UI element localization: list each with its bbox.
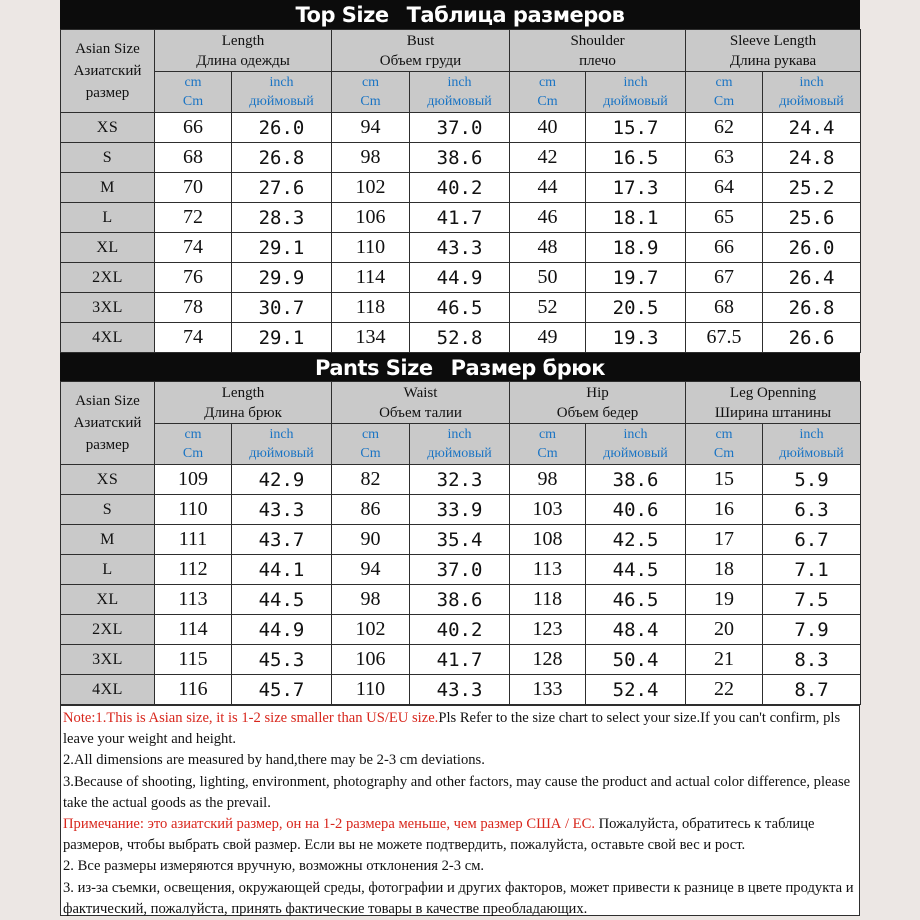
size-label: XL xyxy=(61,233,155,263)
cm-value: 48 xyxy=(510,233,586,263)
size-label: XS xyxy=(61,465,155,495)
unit-cm: cm Cm xyxy=(155,424,232,465)
inch-value: 45.7 xyxy=(232,675,332,705)
measure-header: Bust Объем груди xyxy=(332,30,510,72)
table-row xyxy=(61,233,861,263)
note-ru-3: 3. из-за съемки, освещения, окружающей среды, фотографии и других факторов, может привести к разнице в цвете продукта и фактический, пожалуйста, принять фактические товары в качестве преобладающих. xyxy=(63,879,854,917)
cm-value: 90 xyxy=(332,525,410,555)
table-row xyxy=(61,113,861,143)
inch-value: 16.5 xyxy=(586,143,686,173)
cm-value: 62 xyxy=(686,113,763,143)
inch-value: 19.7 xyxy=(586,263,686,293)
unit-inch: inch дюймовый xyxy=(410,424,510,465)
inch-value: 44.5 xyxy=(586,555,686,585)
cm-value: 113 xyxy=(510,555,586,585)
size-label: XS xyxy=(61,113,155,143)
inch-value: 27.6 xyxy=(232,173,332,203)
unit-cm: cm Cm xyxy=(332,72,410,113)
size-label: 2XL xyxy=(61,615,155,645)
inch-value: 40.2 xyxy=(410,173,510,203)
measure-header: Hip Объем бедер xyxy=(510,382,686,424)
notes-box xyxy=(60,705,860,916)
cm-value: 74 xyxy=(155,323,232,353)
table-row xyxy=(61,465,861,495)
cm-value: 15 xyxy=(686,465,763,495)
inch-value: 37.0 xyxy=(410,113,510,143)
inch-value: 48.4 xyxy=(586,615,686,645)
cm-value: 98 xyxy=(510,465,586,495)
inch-value: 46.5 xyxy=(586,585,686,615)
unit-inch: inch дюймовый xyxy=(586,72,686,113)
inch-value: 28.3 xyxy=(232,203,332,233)
inch-value: 26.0 xyxy=(763,233,861,263)
cm-value: 67.5 xyxy=(686,323,763,353)
top-size-title xyxy=(60,0,860,30)
cm-value: 114 xyxy=(332,263,410,293)
cm-value: 46 xyxy=(510,203,586,233)
table-row xyxy=(61,525,861,555)
inch-value: 38.6 xyxy=(410,143,510,173)
table-row xyxy=(61,263,861,293)
table-row xyxy=(61,293,861,323)
unit-inch: inch дюймовый xyxy=(763,424,861,465)
cm-value: 64 xyxy=(686,173,763,203)
cm-value: 110 xyxy=(332,675,410,705)
cm-value: 50 xyxy=(510,263,586,293)
cm-value: 118 xyxy=(510,585,586,615)
cm-value: 134 xyxy=(332,323,410,353)
inch-value: 42.5 xyxy=(586,525,686,555)
inch-value: 6.3 xyxy=(763,495,861,525)
cm-value: 94 xyxy=(332,555,410,585)
cm-value: 111 xyxy=(155,525,232,555)
cm-value: 98 xyxy=(332,143,410,173)
size-label: S xyxy=(61,495,155,525)
table-row xyxy=(61,555,861,585)
cm-value: 16 xyxy=(686,495,763,525)
cm-value: 98 xyxy=(332,585,410,615)
cm-value: 40 xyxy=(510,113,586,143)
size-label: L xyxy=(61,555,155,585)
note-1: Note:1.This is Asian size, it is 1-2 size smaller than US/EU size.Pls Refer to the size chart to select your size.If you can't confirm, pls leave your weight and height. xyxy=(63,710,841,748)
cm-value: 118 xyxy=(332,293,410,323)
top-title-en: Top Size xyxy=(295,3,389,27)
table-row xyxy=(61,585,861,615)
unit-inch: inch дюймовый xyxy=(586,424,686,465)
inch-value: 5.9 xyxy=(763,465,861,495)
inch-value: 43.3 xyxy=(410,675,510,705)
pants-title-ru: Размер брюк xyxy=(450,356,605,380)
cm-value: 110 xyxy=(332,233,410,263)
cm-value: 17 xyxy=(686,525,763,555)
inch-value: 26.0 xyxy=(232,113,332,143)
inch-value: 44.5 xyxy=(232,585,332,615)
size-label: 4XL xyxy=(61,323,155,353)
cm-value: 114 xyxy=(155,615,232,645)
cm-value: 103 xyxy=(510,495,586,525)
cm-value: 42 xyxy=(510,143,586,173)
cm-value: 82 xyxy=(332,465,410,495)
inch-value: 29.1 xyxy=(232,323,332,353)
measure-header: Shoulder плечо xyxy=(510,30,686,72)
cm-value: 115 xyxy=(155,645,232,675)
unit-cm: cm Cm xyxy=(332,424,410,465)
cm-value: 68 xyxy=(686,293,763,323)
unit-cm: cm Cm xyxy=(155,72,232,113)
cm-value: 66 xyxy=(686,233,763,263)
inch-value: 44.1 xyxy=(232,555,332,585)
inch-value: 26.4 xyxy=(763,263,861,293)
table-row xyxy=(61,323,861,353)
inch-value: 46.5 xyxy=(410,293,510,323)
size-label: M xyxy=(61,525,155,555)
unit-cm: cm Cm xyxy=(686,424,763,465)
table-row xyxy=(61,675,861,705)
unit-cm: cm Cm xyxy=(686,72,763,113)
size-label: S xyxy=(61,143,155,173)
cm-value: 109 xyxy=(155,465,232,495)
inch-value: 17.3 xyxy=(586,173,686,203)
cm-value: 102 xyxy=(332,173,410,203)
cm-value: 78 xyxy=(155,293,232,323)
cm-value: 94 xyxy=(332,113,410,143)
inch-value: 25.6 xyxy=(763,203,861,233)
unit-inch: inch дюймовый xyxy=(410,72,510,113)
cm-value: 49 xyxy=(510,323,586,353)
inch-value: 43.7 xyxy=(232,525,332,555)
inch-value: 29.9 xyxy=(232,263,332,293)
inch-value: 19.3 xyxy=(586,323,686,353)
inch-value: 45.3 xyxy=(232,645,332,675)
cm-value: 67 xyxy=(686,263,763,293)
cm-value: 108 xyxy=(510,525,586,555)
unit-inch: inch дюймовый xyxy=(232,424,332,465)
inch-value: 25.2 xyxy=(763,173,861,203)
inch-value: 20.5 xyxy=(586,293,686,323)
unit-cm: cm Cm xyxy=(510,424,586,465)
inch-value: 42.9 xyxy=(232,465,332,495)
cm-value: 106 xyxy=(332,203,410,233)
inch-value: 29.1 xyxy=(232,233,332,263)
cm-value: 20 xyxy=(686,615,763,645)
inch-value: 26.8 xyxy=(232,143,332,173)
inch-value: 43.3 xyxy=(410,233,510,263)
table-row xyxy=(61,615,861,645)
size-label: 2XL xyxy=(61,263,155,293)
table-row xyxy=(61,173,861,203)
size-column-header: Asian Size Азиатский размер xyxy=(61,30,155,113)
inch-value: 38.6 xyxy=(586,465,686,495)
inch-value: 26.6 xyxy=(763,323,861,353)
cm-value: 74 xyxy=(155,233,232,263)
cm-value: 113 xyxy=(155,585,232,615)
note-3: 3.Because of shooting, lighting, environment, photography and other factors, may cause the product and actual color difference, please take the actual goods as the prevail. xyxy=(63,773,851,811)
table-row xyxy=(61,645,861,675)
measure-header: Sleeve Length Длина рукава xyxy=(686,30,861,72)
inch-value: 18.9 xyxy=(586,233,686,263)
note-ru-2: 2. Все размеры измеряются вручную, возможны отклонения 2-3 см. xyxy=(63,858,485,875)
cm-value: 68 xyxy=(155,143,232,173)
unit-inch: inch дюймовый xyxy=(232,72,332,113)
inch-value: 26.8 xyxy=(763,293,861,323)
inch-value: 50.4 xyxy=(586,645,686,675)
note-2: 2.All dimensions are measured by hand,there may be 2-3 cm deviations. xyxy=(63,752,485,769)
inch-value: 8.3 xyxy=(763,645,861,675)
inch-value: 37.0 xyxy=(410,555,510,585)
cm-value: 66 xyxy=(155,113,232,143)
unit-cm: cm Cm xyxy=(510,72,586,113)
cm-value: 110 xyxy=(155,495,232,525)
size-label: 4XL xyxy=(61,675,155,705)
cm-value: 52 xyxy=(510,293,586,323)
cm-value: 72 xyxy=(155,203,232,233)
cm-value: 116 xyxy=(155,675,232,705)
cm-value: 44 xyxy=(510,173,586,203)
cm-value: 70 xyxy=(155,173,232,203)
size-label: M xyxy=(61,173,155,203)
note-ru-1: Примечание: это азиатский размер, он на 1-2 размера меньше, чем размер США / ЕС. Пожалуйста, обратитесь к таблице размеров, чтобы выбрать свой размер. Если вы не можете подтвердить, пожалуйста, оставьте свой вес и рост. xyxy=(63,816,815,854)
top-title-ru: Таблица размеров xyxy=(406,3,625,27)
size-column-header: Asian Size Азиатский размер xyxy=(61,382,155,465)
measure-header: Waist Объем талии xyxy=(332,382,510,424)
inch-value: 7.1 xyxy=(763,555,861,585)
inch-value: 18.1 xyxy=(586,203,686,233)
cm-value: 133 xyxy=(510,675,586,705)
measure-header: Length Длина брюк xyxy=(155,382,332,424)
inch-value: 40.2 xyxy=(410,615,510,645)
inch-value: 32.3 xyxy=(410,465,510,495)
inch-value: 24.8 xyxy=(763,143,861,173)
table-row xyxy=(61,143,861,173)
inch-value: 40.6 xyxy=(586,495,686,525)
pants-size-title xyxy=(60,353,860,383)
inch-value: 38.6 xyxy=(410,585,510,615)
cm-value: 86 xyxy=(332,495,410,525)
inch-value: 24.4 xyxy=(763,113,861,143)
cm-value: 123 xyxy=(510,615,586,645)
cm-value: 21 xyxy=(686,645,763,675)
inch-value: 6.7 xyxy=(763,525,861,555)
cm-value: 22 xyxy=(686,675,763,705)
inch-value: 52.4 xyxy=(586,675,686,705)
inch-value: 35.4 xyxy=(410,525,510,555)
cm-value: 76 xyxy=(155,263,232,293)
inch-value: 8.7 xyxy=(763,675,861,705)
size-label: L xyxy=(61,203,155,233)
size-label: XL xyxy=(61,585,155,615)
table-row xyxy=(61,495,861,525)
inch-value: 7.9 xyxy=(763,615,861,645)
cm-value: 63 xyxy=(686,143,763,173)
cm-value: 65 xyxy=(686,203,763,233)
size-label: 3XL xyxy=(61,293,155,323)
table-row xyxy=(61,203,861,233)
top-size-table xyxy=(60,29,861,353)
inch-value: 41.7 xyxy=(410,203,510,233)
inch-value: 43.3 xyxy=(232,495,332,525)
cm-value: 106 xyxy=(332,645,410,675)
size-label: 3XL xyxy=(61,645,155,675)
cm-value: 112 xyxy=(155,555,232,585)
inch-value: 15.7 xyxy=(586,113,686,143)
unit-inch: inch дюймовый xyxy=(763,72,861,113)
measure-header: Length Длина одежды xyxy=(155,30,332,72)
cm-value: 18 xyxy=(686,555,763,585)
cm-value: 128 xyxy=(510,645,586,675)
inch-value: 44.9 xyxy=(232,615,332,645)
inch-value: 30.7 xyxy=(232,293,332,323)
inch-value: 41.7 xyxy=(410,645,510,675)
cm-value: 19 xyxy=(686,585,763,615)
pants-size-table xyxy=(60,381,861,705)
inch-value: 44.9 xyxy=(410,263,510,293)
inch-value: 52.8 xyxy=(410,323,510,353)
inch-value: 7.5 xyxy=(763,585,861,615)
cm-value: 102 xyxy=(332,615,410,645)
pants-title-en: Pants Size xyxy=(315,356,433,380)
measure-header: Leg Openning Ширина штанины xyxy=(686,382,861,424)
inch-value: 33.9 xyxy=(410,495,510,525)
